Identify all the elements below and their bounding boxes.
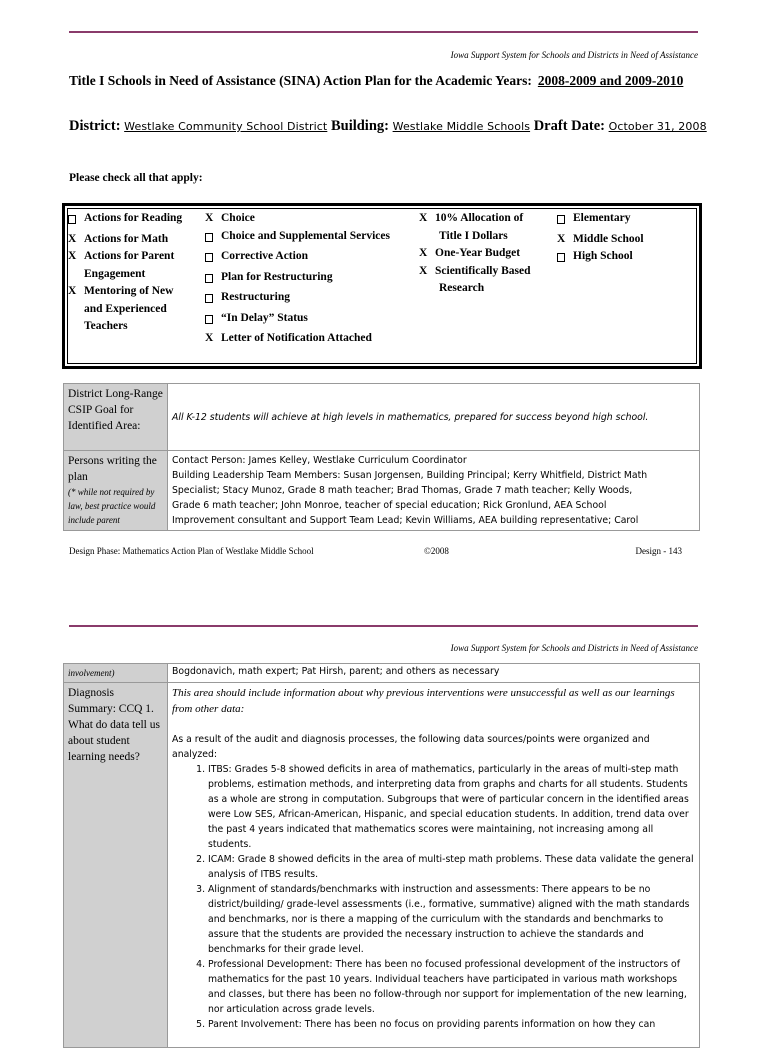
checkbox-mark-x: X: [68, 232, 77, 245]
checklist-item: [419, 228, 531, 246]
checklist-item: [419, 280, 531, 298]
checkbox-empty-icon: [557, 215, 565, 224]
page-title: [69, 73, 709, 89]
top-rule-page-2: [69, 625, 698, 627]
checklist-item: [68, 266, 182, 284]
checklist-item: [68, 301, 182, 319]
checklist-column-2: [205, 210, 390, 348]
top-rule: [69, 31, 698, 33]
checkbox-unchecked: [557, 210, 573, 231]
diagnosis-label: Diagnosis Summary: CCQ 1. What do data tell us about student learning needs?: [64, 683, 168, 1048]
checklist-item: [419, 245, 531, 263]
checklist-item-label: Scientifically Based: [435, 264, 531, 277]
checklist-item: [205, 210, 390, 228]
diagnosis-paragraph: As a result of the audit and diagnosis processes, the following data sources/points were organized and analyzed:: [172, 734, 650, 760]
persons-text: [168, 451, 700, 531]
checkbox-empty-icon: [205, 253, 213, 262]
checklist-item-label: High School: [573, 250, 633, 262]
checklist-panel: [62, 203, 702, 369]
checkbox-empty-icon: [205, 315, 213, 324]
header-organization: Iowa Support System for Schools and Districts in Need of Assistance: [450, 50, 698, 60]
footer-left: Design Phase: Mathematics Action Plan of Westlake Middle School: [69, 546, 314, 556]
persons-note: (* while not required by law, best practice would include parent: [68, 487, 156, 525]
checkbox-mark-x: X: [419, 212, 428, 224]
persons-line: Contact Person: James Kelley, Westlake Curriculum Coordinator: [172, 455, 467, 466]
table-row: [64, 384, 700, 451]
list-item: 3. Alignment of standards/benchmarks with instruction and assessments: There appears to be no district/building/ grade-level assessments (i.e., formative, summative) aligned with the math standards and benchmarks, nor is there a mapping of the curriculum with the standards and benchmarks to assure that the students are provided the necessary instruction to achieve the standards and benchmarks for their grade level.: [208, 882, 695, 957]
checkbox-empty-icon: [557, 253, 565, 262]
checklist-column-1: [68, 210, 182, 336]
checklist-item: [205, 289, 390, 310]
persons-label: Persons writing the plan: [68, 455, 157, 483]
persons-line: Grade 6 math teacher; John Monroe, teacher of special education; Rick Gronlund, AEA School: [172, 500, 607, 511]
checklist-column-3: [419, 210, 531, 298]
plan-table-2: [63, 663, 700, 1048]
checkbox-mark-x: X: [419, 247, 428, 259]
checklist-item: [205, 269, 390, 290]
table-row: [64, 664, 700, 683]
diagnosis-content: [168, 683, 700, 1048]
checkbox-empty-icon: [68, 215, 76, 224]
building-label: Building:: [330, 118, 389, 134]
checklist-item-label: Letter of Notification Attached: [221, 332, 372, 344]
table-row: [64, 451, 700, 531]
header-organization-page-2: Iowa Support System for Schools and Districts in Need of Assistance: [450, 643, 698, 653]
building-value: Westlake Middle Schools: [392, 120, 531, 133]
checkbox-empty-icon: [205, 274, 213, 283]
checklist-item-label: Restructuring: [221, 291, 290, 303]
checklist-item: [419, 210, 531, 228]
checklist-item-label: Engagement: [84, 267, 146, 280]
continued-text: Bogdonavich, math expert; Pat Hirsh, parent; and others as necessary: [168, 664, 700, 683]
district-line: [69, 117, 709, 136]
checkbox-mark-x: X: [205, 212, 214, 224]
checkbox-unchecked: [205, 310, 221, 331]
title-text: Title I Schools in Need of Assistance (SINA) Action Plan for the Academic Years:: [69, 73, 532, 88]
checklist-item-label: “In Delay” Status: [221, 311, 308, 324]
checkbox-empty-icon: [205, 294, 213, 303]
checklist-item-label: Choice: [221, 212, 255, 224]
indent-spacer: [68, 301, 84, 319]
district-value: Westlake Community School District: [124, 120, 328, 133]
checklist-item: [557, 210, 644, 231]
continued-label-text: involvement): [68, 668, 115, 678]
footer-copyright: ©2008: [424, 546, 449, 556]
checkbox-mark-x: X: [68, 250, 77, 262]
persons-line: Specialist; Stacy Munoz, Grade 8 math teacher; Brad Thomas, Grade 7 math teacher; Kelly Woods,: [172, 485, 633, 496]
persons-label-cell: [64, 451, 168, 531]
diagnosis-list: [172, 762, 695, 1032]
goal-text: All K-12 students will achieve at high levels in mathematics, prepared for success beyond high school.: [168, 384, 700, 451]
checkbox-mark-x: X: [557, 232, 566, 245]
checklist-item-label: Middle School: [573, 232, 644, 245]
checklist-item: [419, 263, 531, 281]
checklist-item-label: Corrective Action: [221, 250, 308, 262]
checklist-item-label: Teachers: [84, 320, 128, 332]
table-row: [64, 683, 700, 1048]
checklist-item: [557, 231, 644, 249]
checklist-item-label: 10% Allocation of: [435, 212, 524, 224]
checklist-item: [205, 248, 390, 269]
checkbox-unchecked: [205, 228, 221, 249]
draft-date-label: Draft Date:: [533, 118, 605, 134]
checklist-item-label: Plan for Restructuring: [221, 270, 333, 283]
checkbox-unchecked: [205, 289, 221, 310]
page-footer: [69, 546, 698, 556]
checklist-item-label: Actions for Math: [84, 232, 169, 245]
draft-date-value: October 31, 2008: [608, 120, 707, 133]
title-years: 2008-2009 and 2009-2010: [537, 73, 684, 88]
checklist-item-label: Actions for Parent: [84, 250, 175, 262]
checklist-column-4: [557, 210, 644, 269]
checklist-item-label: One-Year Budget: [435, 247, 521, 259]
indent-spacer: [419, 280, 435, 298]
checklist-item: [557, 248, 644, 269]
checklist-item: [68, 283, 182, 301]
persons-line: Improvement consultant and Support Team Lead; Kevin Williams, AEA building representative; Carol: [172, 515, 639, 526]
checklist-item: [205, 330, 390, 348]
goal-label: District Long-Range CSIP Goal for Identified Area:: [64, 384, 168, 451]
checkbox-unchecked: [557, 248, 573, 269]
checkbox-mark-x: X: [419, 264, 428, 277]
checklist-item: [68, 248, 182, 266]
checklist-item: [68, 231, 182, 249]
indent-spacer: [68, 318, 84, 336]
persons-line: Building Leadership Team Members: Susan Jorgensen, Building Principal; Kerry Whitfield, District Math: [172, 470, 648, 481]
checklist-item-label: and Experienced: [84, 302, 167, 315]
footer-page-number: Design - 143: [635, 546, 682, 556]
checklist-item-label: Mentoring of New: [84, 285, 174, 297]
plan-table-1: [63, 383, 700, 531]
list-item: 2. ICAM: Grade 8 showed deficits in the area of multi-step math problems. These data validate the general analysis of ITBS results.: [208, 852, 695, 882]
checklist-item-label: Actions for Reading: [84, 212, 183, 224]
list-item: 5. Parent Involvement: There has been no focus on providing parents information on how they can: [208, 1017, 695, 1032]
checklist-item-label: Title I Dollars: [439, 229, 508, 242]
check-prompt: Please check all that apply:: [69, 172, 203, 184]
list-item: 1. ITBS: Grades 5-8 showed deficits in area of mathematics, particularly in the areas of multi-step math problems, estimation methods, and interpreting data from graphs and charts for all students. Students as a whole are strong in computation. Subgroups that were of particular concern in the identified areas were Low SES, African-American, Hispanic, and special education students. In addition, trend data over the past 4 years indicated that mathematics scores were maintaining, not increasing among all students.: [208, 762, 695, 852]
district-label: District:: [69, 118, 121, 134]
diagnosis-intro: This area should include information about why previous interventions were unsuccessful as well as our learnings from other data:: [172, 687, 675, 715]
continued-label: [64, 664, 168, 683]
checklist-item: [68, 318, 182, 336]
checkbox-mark-x: X: [205, 332, 214, 344]
checklist-item-label: Choice and Supplemental Services: [221, 229, 390, 242]
checkbox-unchecked: [205, 269, 221, 290]
list-item: 4. Professional Development: There has been no focused professional development of the instructors of mathematics for the past 10 years. Individual teachers have participated in various math workshops and classes, but there has been no follow-through nor support for implementation of the new learning, nor articulation across grade levels.: [208, 957, 695, 1017]
indent-spacer: [68, 266, 84, 284]
checkbox-unchecked: [205, 248, 221, 269]
checklist-item: [205, 228, 390, 249]
checkbox-unchecked: [68, 210, 84, 231]
checklist-item-label: Research: [439, 282, 485, 294]
checklist-item: [205, 310, 390, 331]
checkbox-empty-icon: [205, 233, 213, 242]
checkbox-mark-x: X: [68, 285, 77, 297]
checklist-item-label: Elementary: [573, 212, 631, 224]
checklist-item: [68, 210, 182, 231]
indent-spacer: [419, 228, 435, 246]
